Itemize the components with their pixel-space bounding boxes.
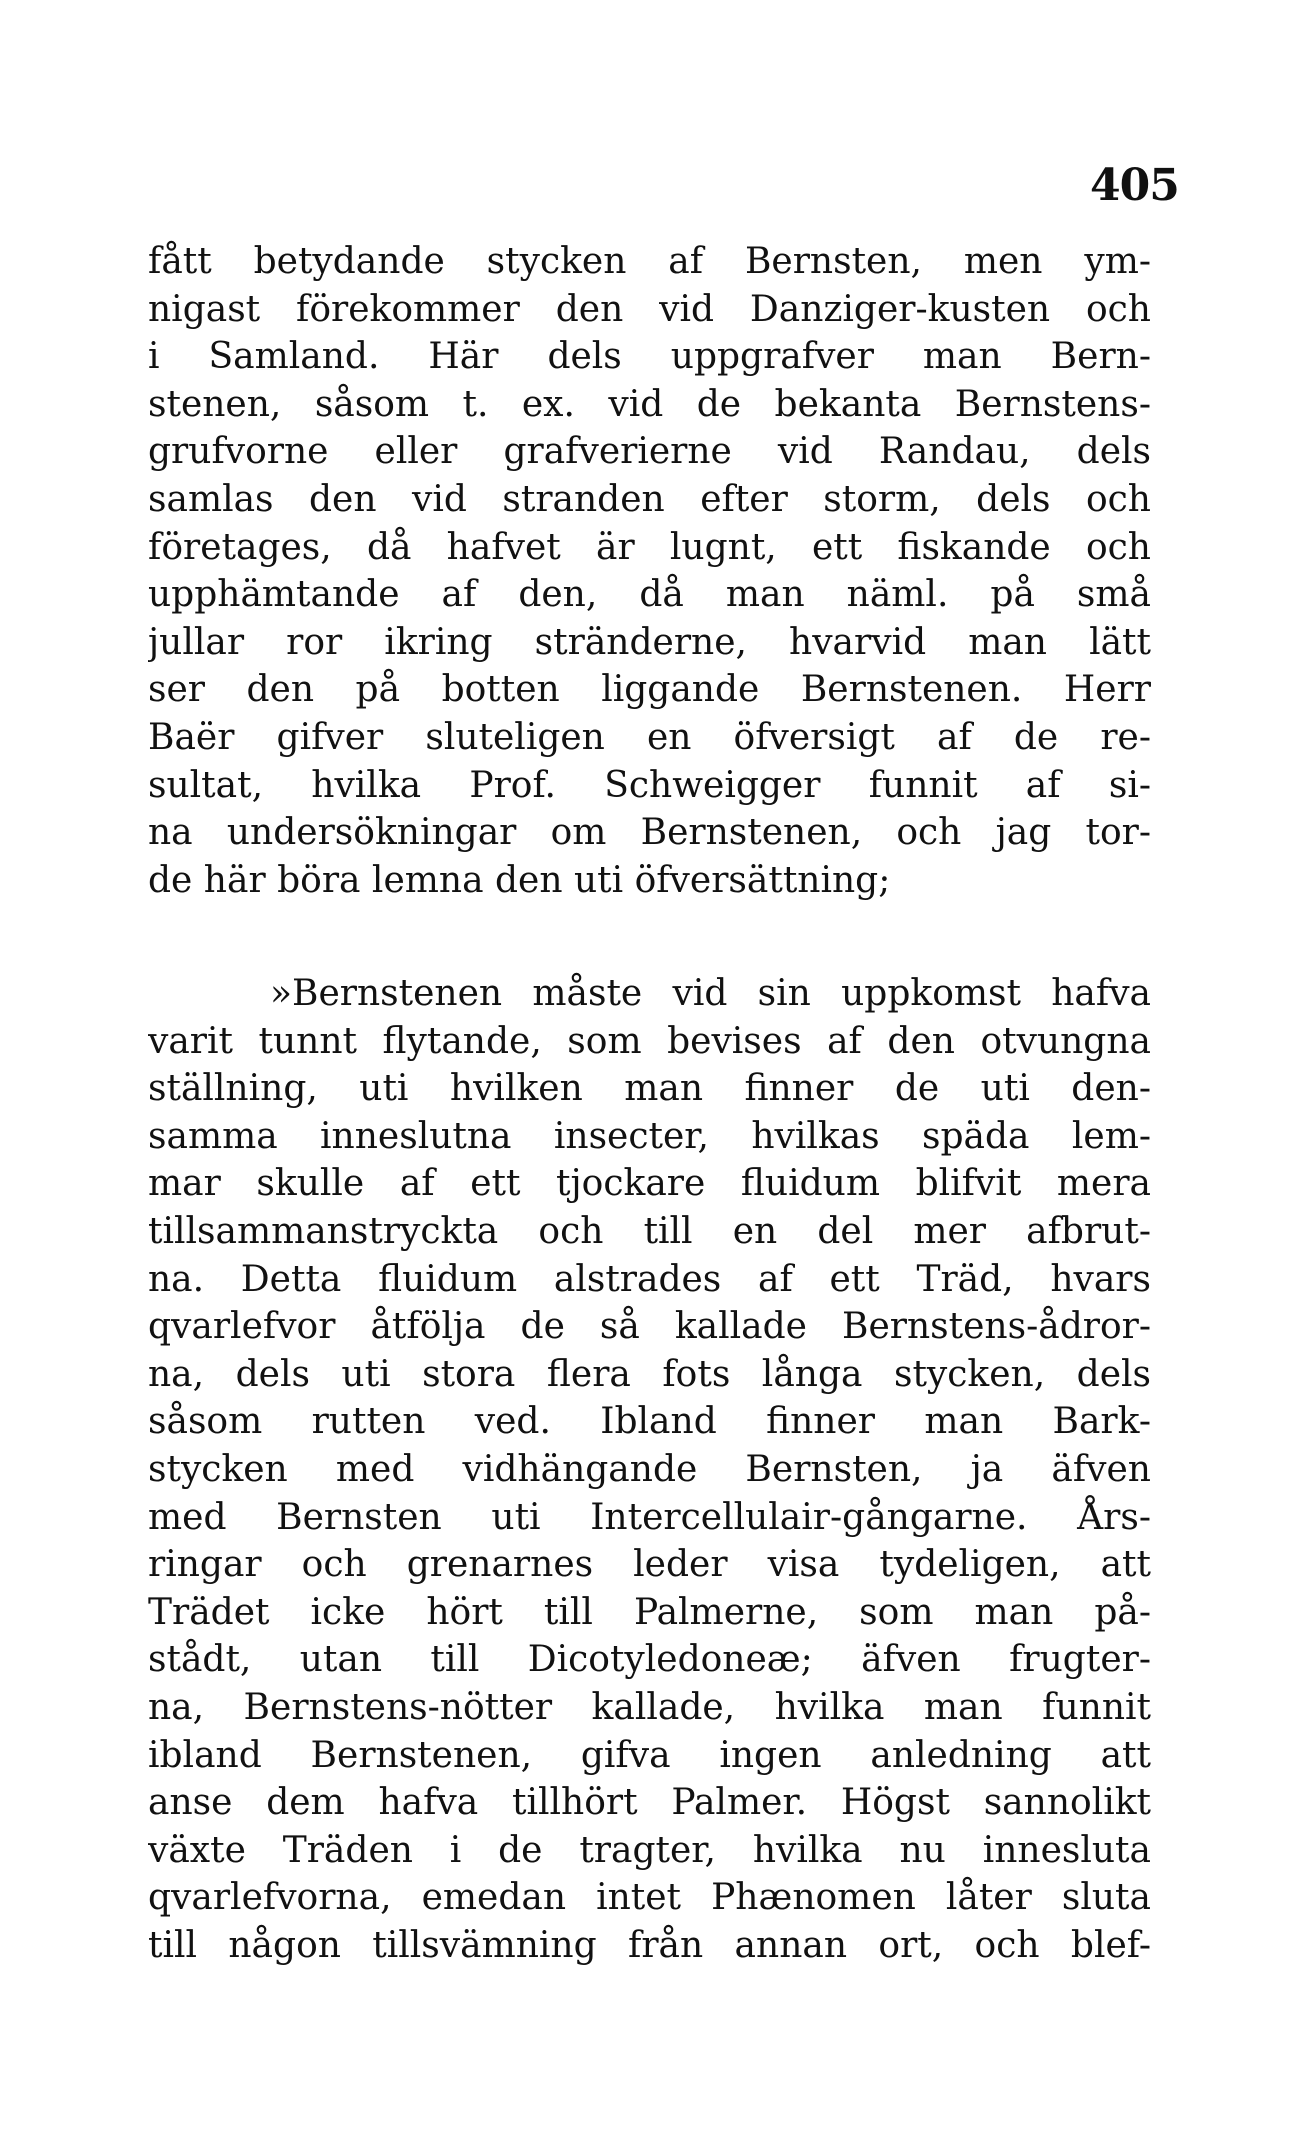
text-line: upphämtande af den, då man näml. på små (148, 574, 1151, 616)
text-line: Trädet icke hört till Palmerne, som man på- (148, 1591, 1151, 1633)
text-line: ställning, uti hvilken man finner de uti den- (148, 1068, 1151, 1110)
text-line: na, dels uti stora flera fots långa stycken, dels (148, 1353, 1151, 1395)
text-line: ringar och grenarnes leder visa tydeligen, att (148, 1544, 1151, 1586)
text-line: samlas den vid stranden efter storm, dels och (148, 478, 1151, 520)
page-number: 405 (1090, 160, 1179, 211)
text-line: de här böra lemna den uti öfversättning; (148, 859, 891, 901)
text-line: sultat, hvilka Prof. Schweigger funnit af si- (148, 764, 1151, 806)
text-line: na. Detta fluidum alstrades af ett Träd, hvars (148, 1258, 1151, 1300)
text-line: stycken med vidhängande Bernsten, ja äfven (148, 1448, 1151, 1490)
text-line: tillsammanstryckta och till en del mer afbrut- (148, 1210, 1151, 1252)
text-line: qvarlefvor åtfölja de så kallade Bernstens-ådror- (148, 1306, 1151, 1348)
text-line: anse dem hafva tillhört Palmer. Högst sannolikt (148, 1782, 1151, 1824)
text-line: Baër gifver sluteligen en öfversigt af de re- (148, 716, 1151, 758)
text-line: med Bernsten uti Intercellulair-gångarne. Års- (148, 1496, 1151, 1538)
paragraph-2 (148, 970, 1151, 1969)
text-line: na undersökningar om Bernstenen, och jag tor- (148, 812, 1151, 854)
text-line: i Samland. Här dels uppgrafver man Bern- (148, 336, 1151, 378)
text-line: såsom rutten ved. Ibland finner man Bark- (148, 1401, 1151, 1443)
text-line: ser den på botten liggande Bernstenen. Herr (148, 669, 1151, 711)
text-line: stenen, såsom t. ex. vid de bekanta Bernstens- (148, 383, 1151, 425)
text-line: nigast förekommer den vid Danziger-kusten och (148, 288, 1151, 330)
text-line: qvarlefvorna, emedan intet Phænomen låter sluta (148, 1877, 1151, 1919)
text-line: varit tunnt flytande, som bevises af den otvungna (148, 1020, 1151, 1062)
text-line: ibland Bernstenen, gifva ingen anledning att (148, 1734, 1151, 1776)
text-line: jullar ror ikring stränderne, hvarvid man lätt (148, 621, 1151, 663)
text-line: växte Träden i de tragter, hvilka nu innesluta (148, 1829, 1151, 1871)
text-line: företages, då hafvet är lugnt, ett fiskande och (148, 526, 1151, 568)
text-line: stådt, utan till Dicotyledoneæ; äfven frugter- (148, 1639, 1151, 1681)
text-line: na, Bernstens-nötter kallade, hvilka man funnit (148, 1686, 1151, 1728)
text-line: till någon tillsvämning från annan ort, och blef- (148, 1924, 1151, 1966)
text-line: samma inneslutna insecter, hvilkas späda lem- (148, 1115, 1151, 1157)
text-line: grufvorne eller grafverierne vid Randau, dels (148, 431, 1151, 473)
text-line: mar skulle af ett tjockare fluidum blifvit mera (148, 1163, 1151, 1205)
text-line: »Bernstenen måste vid sin uppkomst hafva (270, 973, 1151, 1014)
text-line: fått betydande stycken af Bernsten, men ym- (148, 241, 1151, 282)
paragraph-1 (148, 238, 1151, 904)
